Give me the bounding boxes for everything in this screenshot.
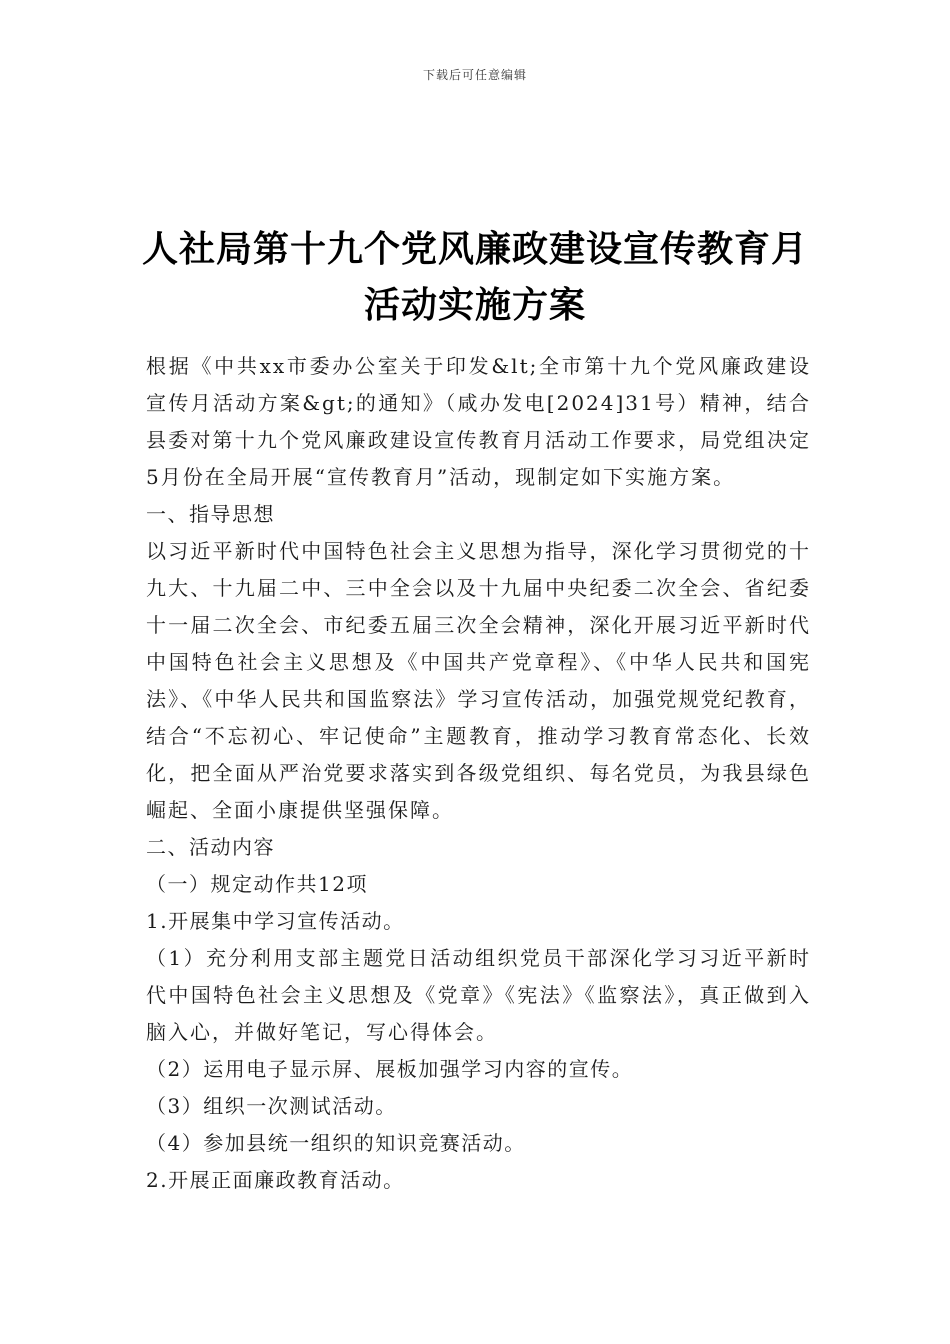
section-heading-activity-content: 二、活动内容 xyxy=(146,835,275,859)
item-1-sub-3: （3）组织一次测试活动。 xyxy=(146,1094,397,1118)
section-heading-guiding-thought: 一、指导思想 xyxy=(146,502,275,526)
document-body xyxy=(146,348,811,1199)
item-1-sub-2: （2）运用电子显示屏、展板加强学习内容的宣传。 xyxy=(146,1057,634,1081)
subsection-heading-required-actions: （一）规定动作共12项 xyxy=(146,872,368,896)
item-1-sub-1: （1）充分利用支部主题党日活动组织党员干部深化学习习近平新时代中国特色社会主义思想及《党章》《宪法》《监察法》，真正做到入脑入心，并做好笔记，写心得体会。 xyxy=(146,946,811,1044)
title-line-1: 人社局第十九个党风廉政建设宣传教育月 xyxy=(141,229,808,270)
intro-paragraph: 根据《中共xx市委办公室关于印发&lt;全市第十九个党风廉政建设宣传月活动方案&gt;的通知》（咸办发电[2024]31号）精神，结合县委对第十九个党风廉政建设宣传教育月活动工作要求，局党组决定5月份在全局开展“宣传教育月”活动，现制定如下实施方案。 xyxy=(146,354,811,489)
item-1-heading: 1.开展集中学习宣传活动。 xyxy=(146,909,405,933)
item-2-heading: 2.开展正面廉政教育活动。 xyxy=(146,1168,405,1192)
guiding-thought-paragraph: 以习近平新时代中国特色社会主义思想为指导，深化学习贯彻党的十九大、十九届二中、三中全会以及十九届中央纪委二次全会、省纪委十一届二次全会、市纪委五届三次全会精神，深化开展习近平新时代中国特色社会主义思想及《中国共产党章程》、《中华人民共和国宪法》、《中华人民共和国监察法》学习宣传活动，加强党规党纪教育，结合“不忘初心、牢记使命”主题教育，推动学习教育常态化、长效化，把全面从严治党要求落实到各级党组织、每名党员，为我县绿色崛起、全面小康提供坚强保障。 xyxy=(146,539,811,822)
document-title xyxy=(100,222,850,334)
title-line-2: 活动实施方案 xyxy=(363,285,586,326)
item-1-sub-4: （4）参加县统一组织的知识竞赛活动。 xyxy=(146,1131,526,1155)
header-note: 下载后可任意编辑 xyxy=(422,68,527,82)
